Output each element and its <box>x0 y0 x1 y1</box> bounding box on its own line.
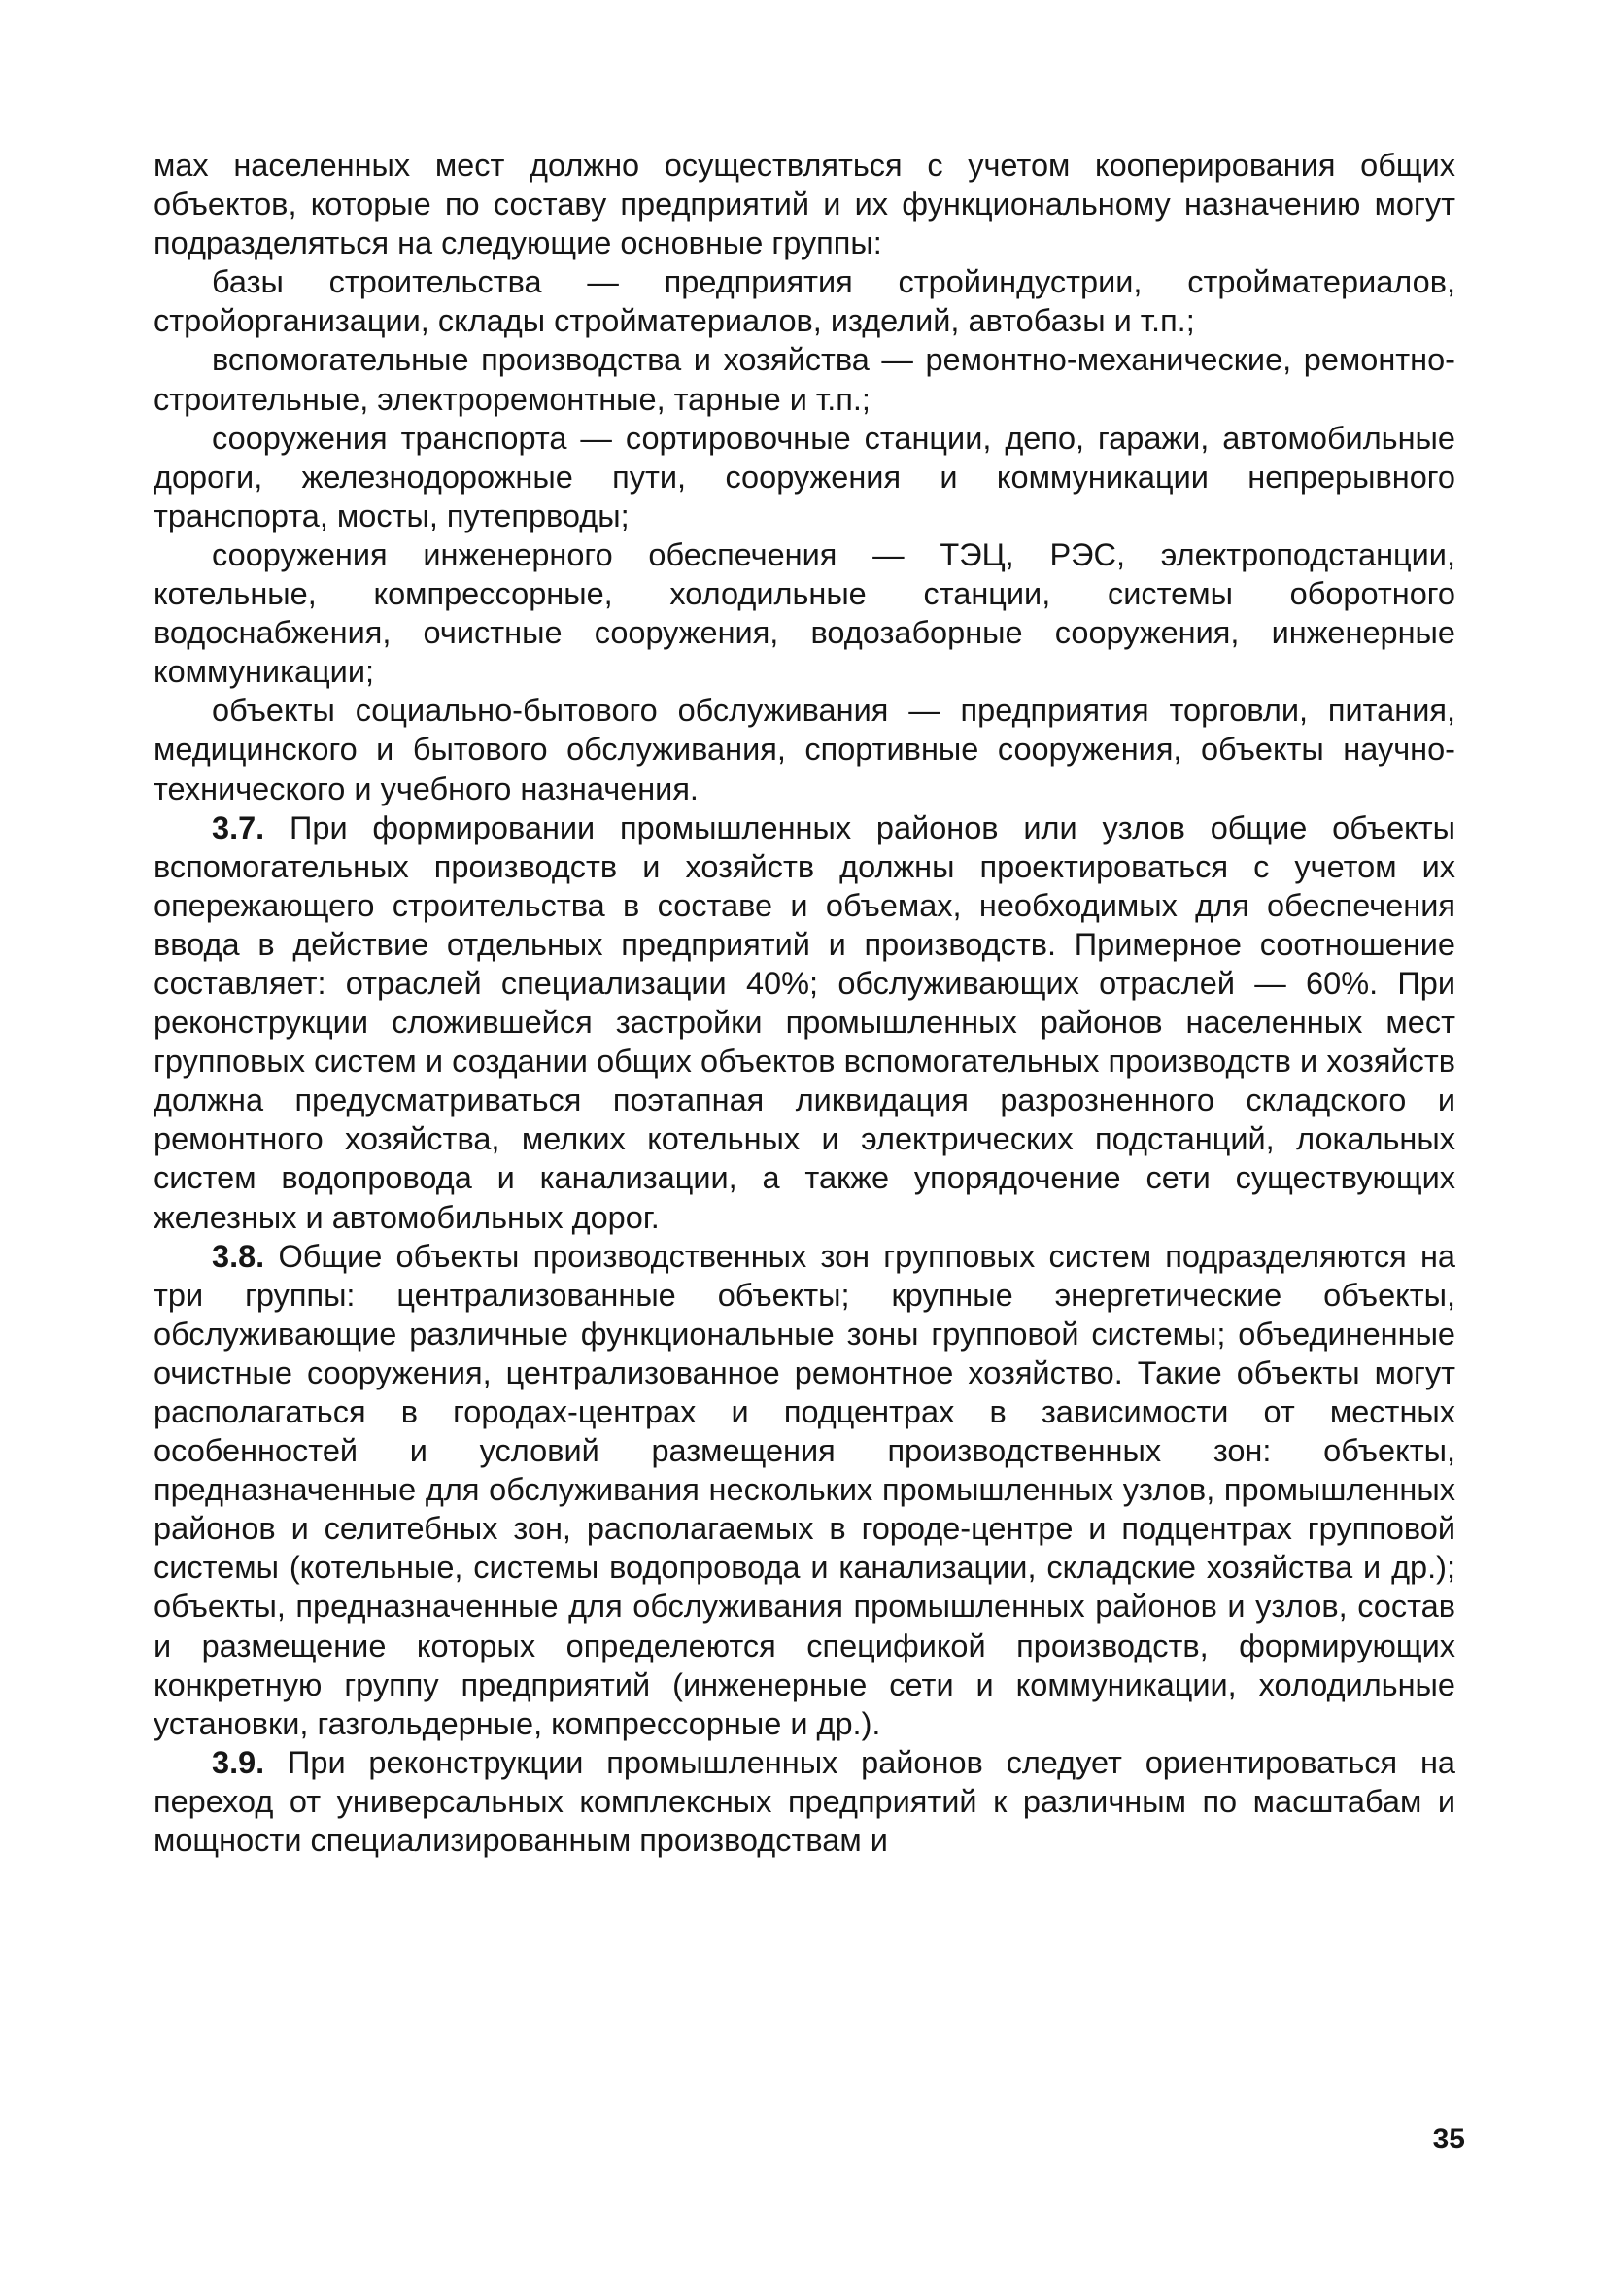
section-number: 3.8. <box>212 1238 265 1274</box>
paragraph-text: базы строительства — предприятия стройиндустрии, стройматериалов, стройорганизации, склады стройматериалов, изделий, автобазы и т.п.; <box>154 264 1455 339</box>
list-item-auxiliary-production <box>154 340 1455 418</box>
section-number: 3.7. <box>212 809 265 845</box>
body-text <box>154 146 1455 1860</box>
list-item-construction-bases <box>154 262 1455 340</box>
list-item-transport-structures <box>154 419 1455 535</box>
paragraph-text: сооружения инженерного обеспечения — ТЭЦ, РЭС, электроподстанции, котельные, компрессорные, холодильные станции, системы оборотного водоснабжения, очистные сооружения, водозаборные сооружения, инженерные коммуникации; <box>154 536 1455 690</box>
paragraph-continuation <box>154 146 1455 262</box>
section-number: 3.9. <box>212 1744 265 1780</box>
paragraph-text: сооружения транспорта — сортировочные станции, депо, гаражи, автомобильные дороги, железнодорожные пути, сооружения и коммуникации непрерывного транспорта, мосты, путепрводы; <box>154 420 1455 533</box>
section-3-7 <box>154 808 1455 1237</box>
page-number: 35 <box>1432 2123 1465 2155</box>
section-3-8 <box>154 1237 1455 1743</box>
paragraph-text: При формировании промышленных районов или узлов общие объекты вспомогательных производств и хозяйств должны проектироваться с учетом их опережающего строительства в составе и объемах, необходимых для обеспечения ввода в действие отдельных предприятий и производств. Примерное соотношение составляет: отраслей специализации 40%; обслуживающих отраслей — 60%. При реконструкции сложившейся застройки промышленных районов населенных мест групповых систем и создании общих объектов вспомогательных производств и хозяйств должна предусматриваться поэтапная ликвидация разрозненного складского и ремонтного хозяйства, мелких котельных и электрических подстанций, локальных систем водопровода и канализации, а также упорядочение сети существующих железных и автомобильных дорог. <box>154 809 1455 1235</box>
paragraph-text: Общие объекты производственных зон групповых систем подразделяются на три группы: централизованные объекты; крупные энергетические объекты, обслуживающие различные функциональные зоны групповой системы; объединенные очистные сооружения, централизованное ремонтное хозяйство. Такие объекты могут располагаться в городах-центрах и подцентрах в зависимости от местных особенностей и условий размещения производственных зон: объекты, предназначенные для обслуживания нескольких промышленных узлов, промышленных районов и селитебных зон, располагаемых в городе-центре и подцентрах групповой системы (котельные, системы водопровода и канализации, складские хозяйства и др.); объекты, предназначенные для обслуживания промышленных районов и узлов, состав и размещение которых определеются спецификой производств, формирующих конкретную группу предприятий (инженерные сети и коммуникации, холодильные установки, газгольдерные, компрессорные и др.). <box>154 1238 1455 1741</box>
list-item-social-objects <box>154 691 1455 807</box>
paragraph-text: мах населенных мест должно осуществляться с учетом кооперирования общих объектов, которые по составу предприятий и их функциональному назначению могут подразделяться на следующие основные группы: <box>154 148 1455 261</box>
section-3-9 <box>154 1743 1455 1860</box>
paragraph-text: объекты социально-бытового обслуживания — предприятия торговли, питания, медицинского и бытового обслуживания, спортивные сооружения, объекты научно-технического и учебного назначения. <box>154 693 1455 806</box>
paragraph-text: вспомогательные производства и хозяйства — ремонтно-механические, ремонтно-строительные, электроремонтные, тарные и т.п.; <box>154 342 1455 417</box>
list-item-engineering-structures <box>154 535 1455 691</box>
paragraph-text: При реконструкции промышленных районов следует ориентироваться на переход от универсальных комплексных предприятий к различным по масштабам и мощности специализированным производствам и <box>154 1744 1455 1859</box>
